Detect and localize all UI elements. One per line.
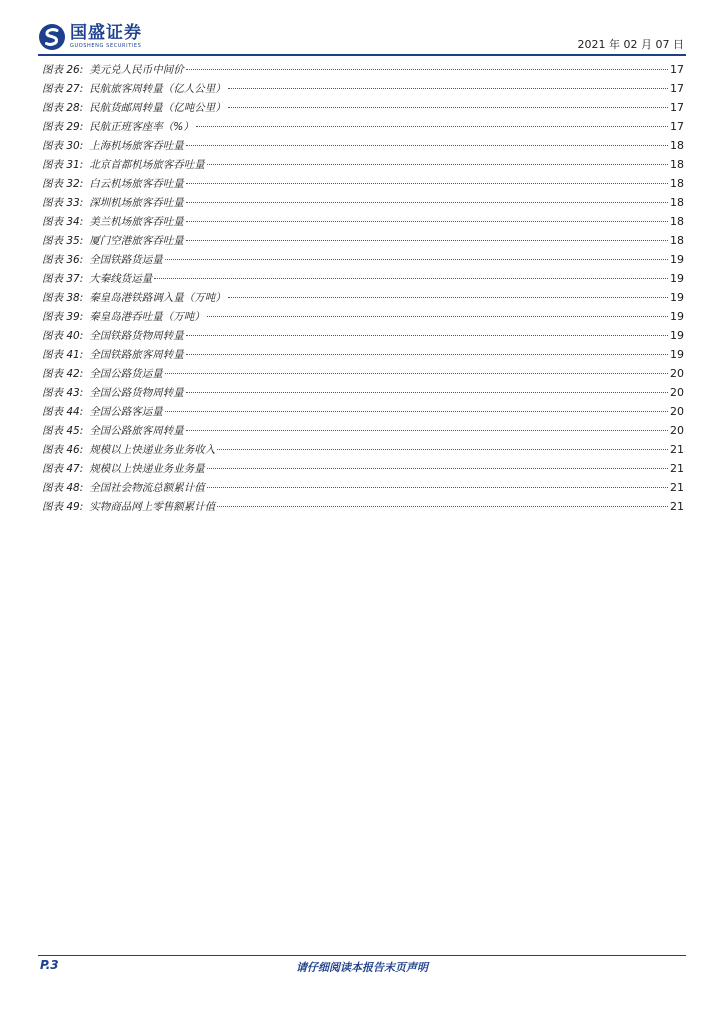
toc-entry[interactable] <box>42 271 684 290</box>
toc-leader-dots <box>207 468 668 469</box>
logo-text-cn: 国盛证券 <box>70 23 142 43</box>
toc-entry-page: 17 <box>670 120 684 133</box>
toc-entry[interactable] <box>42 290 684 309</box>
toc-entry[interactable] <box>42 385 684 404</box>
toc-entry-label: 图表 41: <box>42 349 84 361</box>
toc-leader-dots <box>186 202 668 203</box>
toc-entry-label: 图表 39: <box>42 311 84 323</box>
toc-leader-dots <box>207 487 668 488</box>
toc-entry-label: 图表 29: <box>42 121 84 133</box>
toc-leader-dots <box>165 259 668 260</box>
toc-entry[interactable] <box>42 442 684 461</box>
toc-entry-page: 18 <box>670 215 684 228</box>
toc-entry-page: 17 <box>670 101 684 114</box>
toc-entry-title: 秦皇岛港铁路调入量（万吨） <box>89 292 226 304</box>
toc-leader-dots <box>228 297 668 298</box>
toc-leader-dots <box>217 506 668 507</box>
toc-entry[interactable] <box>42 138 684 157</box>
toc-entry[interactable] <box>42 366 684 385</box>
toc-entry-page: 18 <box>670 234 684 247</box>
toc-entry[interactable] <box>42 214 684 233</box>
toc-entry-title: 民航货邮周转量（亿吨公里） <box>89 102 226 114</box>
toc-leader-dots <box>207 164 668 165</box>
toc-entry-page: 19 <box>670 291 684 304</box>
toc-leader-dots <box>217 449 668 450</box>
toc-entry-label: 图表 27: <box>42 83 84 95</box>
toc-entry[interactable] <box>42 423 684 442</box>
toc-entry-page: 18 <box>670 139 684 152</box>
toc-entry-label: 图表 37: <box>42 273 84 285</box>
toc-entry[interactable] <box>42 309 684 328</box>
toc-entry-label: 图表 47: <box>42 463 84 475</box>
toc-entry-label: 图表 30: <box>42 140 84 152</box>
toc-leader-dots <box>186 240 668 241</box>
toc-entry-title: 上海机场旅客吞吐量 <box>89 140 184 152</box>
toc-entry[interactable] <box>42 100 684 119</box>
toc-entry-label: 图表 48: <box>42 482 84 494</box>
toc-entry-label: 图表 33: <box>42 197 84 209</box>
toc-entry-page: 21 <box>670 500 684 513</box>
toc-entry-title: 民航旅客周转量（亿人公里） <box>89 83 226 95</box>
logo-mark-icon <box>38 23 66 51</box>
toc-entry-title: 大秦线货运量 <box>89 273 153 285</box>
toc-leader-dots <box>165 411 668 412</box>
toc-entry[interactable] <box>42 404 684 423</box>
toc-entry-page: 19 <box>670 253 684 266</box>
toc-entry-page: 21 <box>670 462 684 475</box>
toc-entry-page: 20 <box>670 367 684 380</box>
toc-entry-page: 19 <box>670 310 684 323</box>
toc-entry[interactable] <box>42 499 684 518</box>
toc-entry-title: 全国公路货运量 <box>89 368 163 380</box>
toc-entry-page: 17 <box>670 63 684 76</box>
toc-leader-dots <box>196 126 668 127</box>
toc-entry-page: 18 <box>670 196 684 209</box>
toc-entry-title: 秦皇岛港吞吐量（万吨） <box>89 311 205 323</box>
toc-entry-title: 全国铁路货物周转量 <box>89 330 184 342</box>
toc-entry-label: 图表 38: <box>42 292 84 304</box>
toc-entry-page: 21 <box>670 481 684 494</box>
toc-leader-dots <box>165 373 668 374</box>
toc-entry-label: 图表 44: <box>42 406 84 418</box>
toc-entry-title: 全国铁路旅客周转量 <box>89 349 184 361</box>
page-header <box>38 22 686 52</box>
toc-leader-dots <box>207 316 668 317</box>
toc-leader-dots <box>228 107 668 108</box>
toc-entry[interactable] <box>42 480 684 499</box>
toc-entry-label: 图表 43: <box>42 387 84 399</box>
toc-entry[interactable] <box>42 347 684 366</box>
toc-entry[interactable] <box>42 328 684 347</box>
toc-leader-dots <box>186 69 668 70</box>
toc-entry-label: 图表 32: <box>42 178 84 190</box>
logo-text-en: GUOSHENG SECURITIES <box>70 43 142 49</box>
toc-entry-title: 全国社会物流总额累计值 <box>89 482 205 494</box>
toc-leader-dots <box>228 88 668 89</box>
toc-entry-page: 20 <box>670 405 684 418</box>
toc-entry[interactable] <box>42 81 684 100</box>
toc-entry-label: 图表 35: <box>42 235 84 247</box>
toc-entry-title: 全国铁路货运量 <box>89 254 163 266</box>
toc-entry-title: 北京首都机场旅客吞吐量 <box>89 159 205 171</box>
toc-entry-title: 深圳机场旅客吞吐量 <box>89 197 184 209</box>
toc-leader-dots <box>186 335 668 336</box>
toc-entry-page: 18 <box>670 177 684 190</box>
toc-leader-dots <box>186 221 668 222</box>
header-divider <box>38 54 686 56</box>
toc-entry-label: 图表 40: <box>42 330 84 342</box>
toc-entry-label: 图表 28: <box>42 102 84 114</box>
toc-entry-page: 21 <box>670 443 684 456</box>
toc-entry-title: 规模以上快递业务业务收入 <box>89 444 216 456</box>
toc-entry-label: 图表 31: <box>42 159 84 171</box>
toc-leader-dots <box>154 278 668 279</box>
toc-entry-title: 全国公路货物周转量 <box>89 387 184 399</box>
toc-entry-page: 19 <box>670 348 684 361</box>
toc-entry-title: 厦门空港旅客吞吐量 <box>89 235 184 247</box>
report-date: 2021 年 02 月 07 日 <box>577 38 684 51</box>
toc-entry[interactable] <box>42 176 684 195</box>
toc-entry[interactable] <box>42 195 684 214</box>
toc-entry-title: 民航正班客座率（%） <box>89 121 194 133</box>
toc-entry-page: 20 <box>670 424 684 437</box>
toc-entry[interactable] <box>42 252 684 271</box>
toc-entry-page: 19 <box>670 272 684 285</box>
toc-entry-label: 图表 42: <box>42 368 84 380</box>
footer-divider <box>38 955 686 956</box>
toc-entry-page: 18 <box>670 158 684 171</box>
toc-entry-label: 图表 49: <box>42 501 84 513</box>
company-logo <box>38 22 142 52</box>
toc-entry-page: 20 <box>670 386 684 399</box>
toc-entry-title: 实物商品网上零售额累计值 <box>89 501 216 513</box>
disclaimer-note: 请仔细阅读本报告末页声明 <box>296 961 428 974</box>
toc-entry-label: 图表 45: <box>42 425 84 437</box>
figure-index-list <box>42 62 684 518</box>
toc-leader-dots <box>186 183 668 184</box>
toc-leader-dots <box>186 145 668 146</box>
toc-entry[interactable] <box>42 119 684 138</box>
toc-entry-title: 规模以上快递业务业务量 <box>89 463 205 475</box>
toc-entry-label: 图表 34: <box>42 216 84 228</box>
toc-entry-title: 美兰机场旅客吞吐量 <box>89 216 184 228</box>
toc-leader-dots <box>186 354 668 355</box>
toc-entry[interactable] <box>42 157 684 176</box>
toc-leader-dots <box>186 430 668 431</box>
toc-entry-page: 17 <box>670 82 684 95</box>
toc-entry-label: 图表 26: <box>42 64 84 76</box>
toc-entry[interactable] <box>42 461 684 480</box>
toc-entry-label: 图表 46: <box>42 444 84 456</box>
toc-entry-page: 19 <box>670 329 684 342</box>
toc-entry[interactable] <box>42 233 684 252</box>
toc-entry-title: 全国公路客运量 <box>89 406 163 418</box>
toc-leader-dots <box>186 392 668 393</box>
toc-entry[interactable] <box>42 62 684 81</box>
toc-entry-title: 白云机场旅客吞吐量 <box>89 178 184 190</box>
page-number: P.3 <box>40 958 59 972</box>
toc-entry-title: 全国公路旅客周转量 <box>89 425 184 437</box>
toc-entry-title: 美元兑人民币中间价 <box>89 64 184 76</box>
toc-entry-label: 图表 36: <box>42 254 84 266</box>
